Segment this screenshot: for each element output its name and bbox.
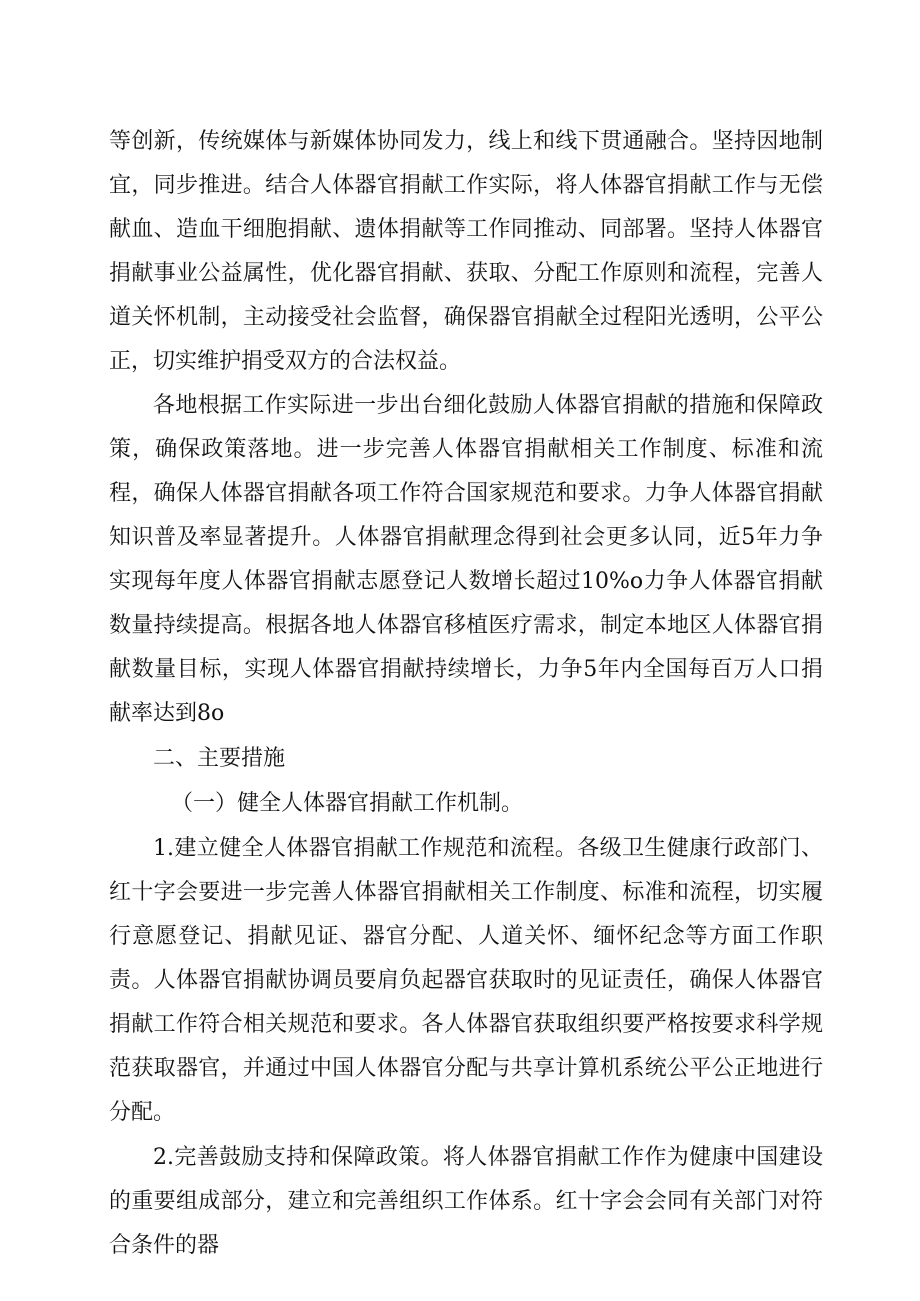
paragraph-policy-goals: 各地根据工作实际进一步出台细化鼓励人体器官捐献的措施和保障政策，确保政策落地。进一步完善人体器官捐献相关工作制度、标准和流程，确保人体器官捐献各项工作符合国家规范和要求。力争人体器官捐献知识普及率显著提升。人体器官捐献理念得到社会更多认同，近5年力争实现每年度人体器官捐献志愿登记人数增长超过10%o力争人体器官捐献数量持续提高。根据各地人体器官移植医疗需求，制定本地区人体器官捐献数量目标，实现人体器官捐献持续增长，力争5年内全国每百万人口捐献率达到8o bbox=[109, 393, 823, 726]
subsection-heading-mechanism: （一）健全人体器官捐献工作机制。 bbox=[171, 791, 524, 816]
document-body bbox=[109, 120, 823, 1268]
paragraph-item-1: 1.建立健全人体器官捐献工作规范和流程。各级卫生健康行政部门、红十字会要进一步完善人体器官捐献相关工作制度、标准和流程，切实履行意愿登记、捐献见证、器官分配、人道关怀、缅怀纪念等方面工作职责。人体器官捐献协调员要肩负起器官获取时的见证责任，确保人体器官捐献工作符合相关规范和要求。各人体器官获取组织要严格按要求科学规范获取器官，并通过中国人体器官分配与共享计算机系统公平公正地进行分配。 bbox=[109, 836, 823, 1125]
paragraph-item-2: 2.完善鼓励支持和保障政策。将人体器官捐献工作作为健康中国建设的重要组成部分，建立和完善组织工作体系。红十字会会同有关部门对符合条件的器 bbox=[109, 1145, 823, 1258]
paragraph-continuation: 等创新，传统媒体与新媒体协同发力，线上和线下贯通融合。坚持因地制宜，同步推进。结合人体器官捐献工作实际，将人体器官捐献工作与无偿献血、造血干细胞捐献、遗体捐献等工作同推动、同部署。坚持人体器官捐献事业公益属性，优化器官捐献、获取、分配工作原则和流程，完善人道关怀机制，主动接受社会监督，确保器官捐献全过程阳光透明，公平公正，切实维护捐受双方的合法权益。 bbox=[109, 129, 823, 374]
section-heading-main-measures: 二、主要措施 bbox=[153, 746, 286, 771]
